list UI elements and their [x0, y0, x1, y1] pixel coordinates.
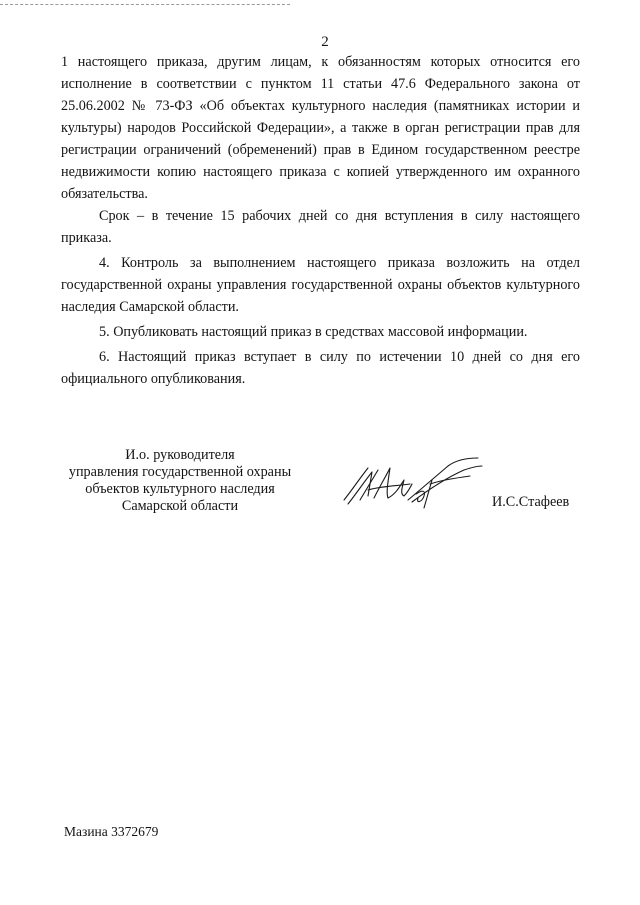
- signatory-position: [52, 447, 308, 515]
- document-body: [61, 51, 580, 390]
- position-line: Самарской области: [121, 498, 239, 514]
- paragraph-item-5: 5. Опубликовать настоящий приказ в средствах массовой информации.: [99, 324, 528, 340]
- paragraph-item-6: 6. Настоящий приказ вступает в силу по истечении 10 дней со дня его официального опубликования.: [61, 349, 580, 387]
- paragraph-continuation: 1 настоящего приказа, другим лицам, к обязанностям которых относится его исполнение в соответствии с пунктом 11 статьи 47.6 Федерального закона от 25.06.2002 № 73-ФЗ «Об объектах культурного наследия (памятниках истории и культуры) народов Российской Федерации», а также в орган регистрации прав для регистрации ограничений (обременений) прав в Едином государственном реестре недвижимости копию настоящего приказа с копией утвержденного им охранного обязательства.: [61, 54, 580, 202]
- paragraph-item-4: 4. Контроль за выполнением настоящего приказа возложить на отдел государственной охраны управления государственной охраны объектов культурного наследия Самарской области.: [61, 255, 580, 315]
- page-top-rule: [0, 4, 290, 5]
- position-line: объектов культурного наследия: [85, 481, 275, 497]
- handwritten-signature: [338, 456, 488, 518]
- position-line: И.о. руководителя: [125, 447, 235, 463]
- signer-name: И.С.Стафеев: [492, 494, 570, 510]
- executor-contact: Мазина 3372679: [64, 824, 159, 839]
- paragraph-deadline: Срок – в течение 15 рабочих дней со дня вступления в силу настоящего приказа.: [61, 208, 580, 246]
- position-line: управления государственной охраны: [68, 464, 292, 480]
- page-number: 2: [321, 34, 329, 50]
